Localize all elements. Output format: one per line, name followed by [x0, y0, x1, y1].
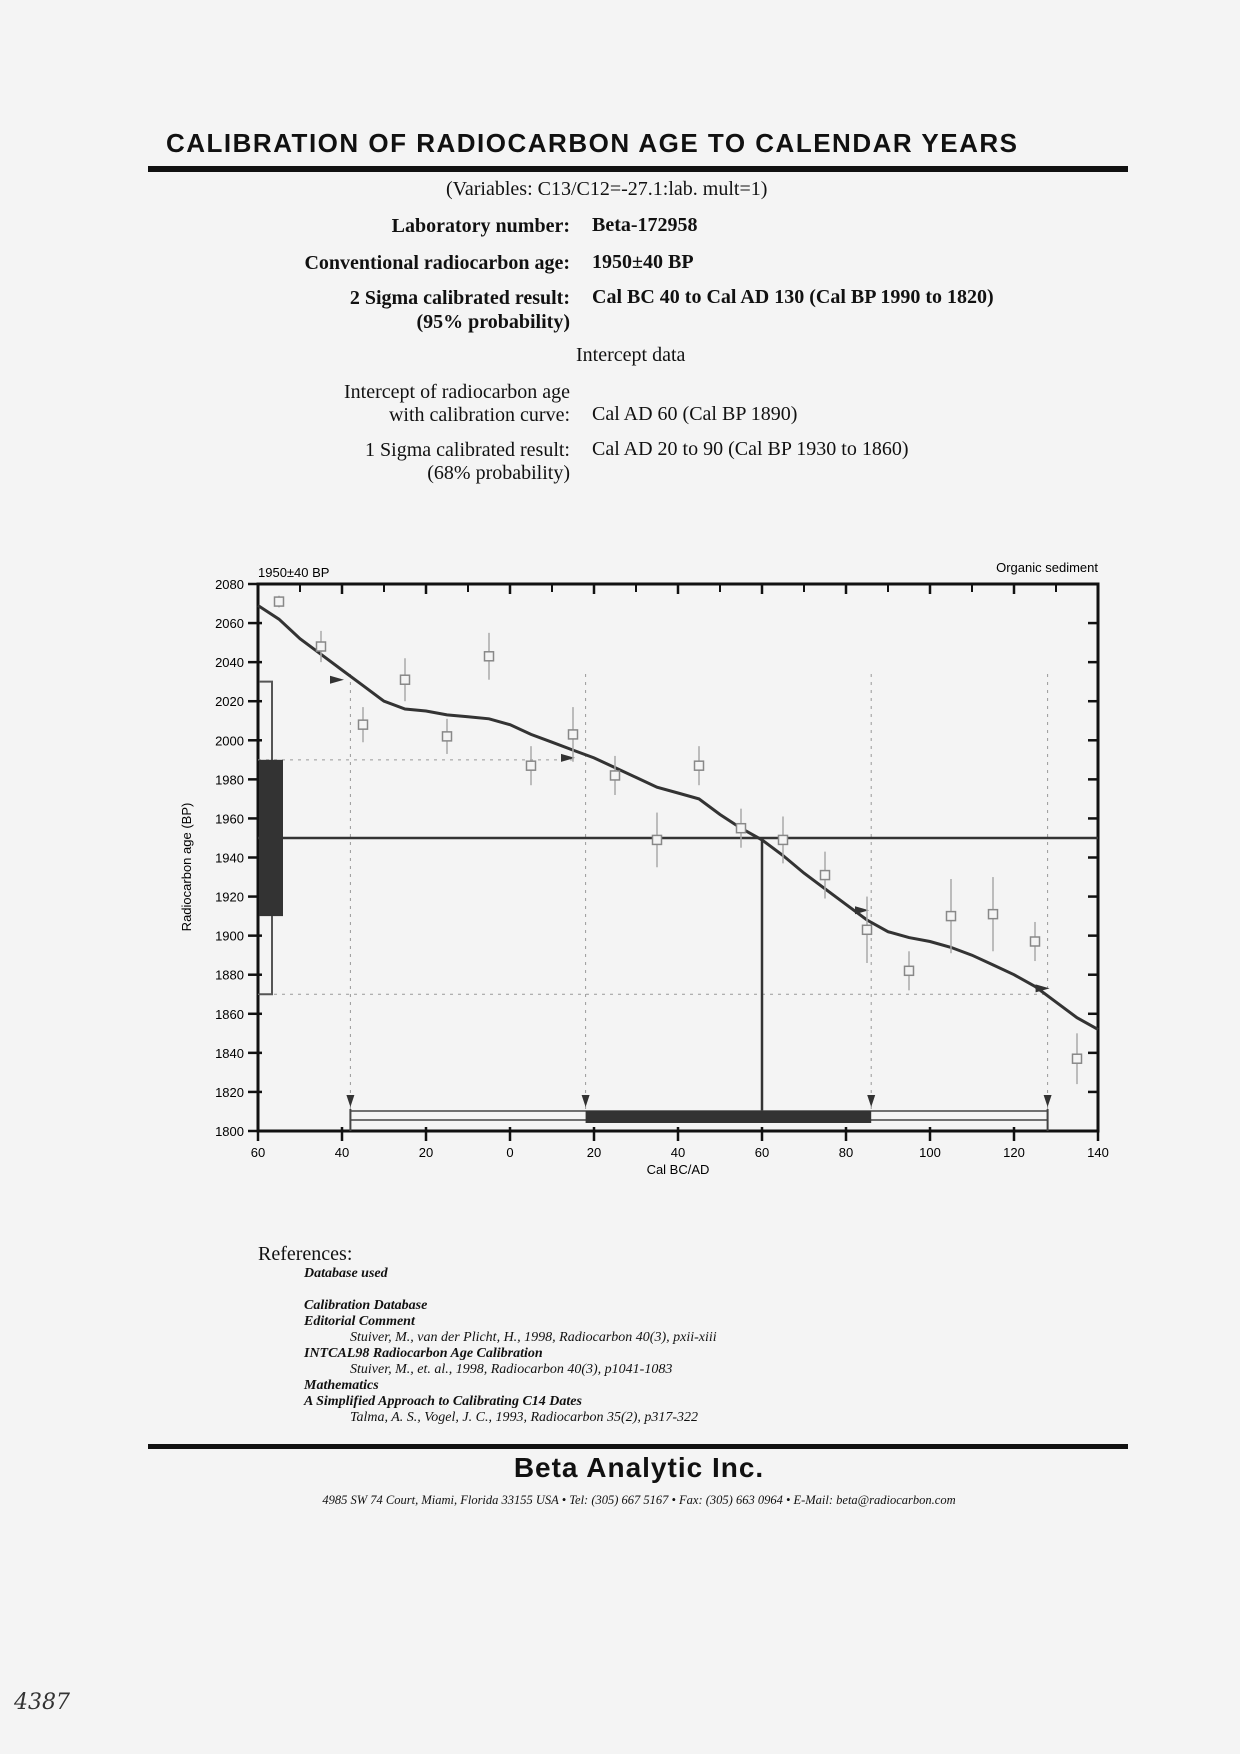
- data-point: [1073, 1054, 1082, 1063]
- data-point: [569, 730, 578, 739]
- one-sigma-cal-bar: [586, 1111, 872, 1123]
- data-point: [527, 761, 536, 770]
- ref-database-used: Database used: [304, 1266, 388, 1281]
- x-tick-label: 20: [418, 1145, 434, 1160]
- x-tick-label: 40: [670, 1145, 686, 1160]
- y-tick-label: 1940: [215, 850, 244, 866]
- chart-label-right: Organic sediment: [996, 560, 1098, 575]
- data-point: [653, 835, 662, 844]
- x-axis-label: Cal BC/AD: [646, 1162, 710, 1177]
- data-point: [317, 642, 326, 651]
- references-heading: References:: [258, 1243, 353, 1265]
- chart-label-left: 1950±40 BP: [258, 565, 330, 580]
- one-sigma-age-bar: [259, 760, 283, 916]
- curve-marker: [330, 676, 344, 684]
- data-point: [989, 910, 998, 919]
- y-tick-label: 1900: [215, 928, 244, 944]
- x-tick-label: 140: [1087, 1145, 1109, 1160]
- ref-intcal-citation: Stuiver, M., et. al., 1998, Radiocarbon 40(3), p1041-1083: [350, 1362, 673, 1377]
- data-point: [779, 835, 788, 844]
- ref-editorial-comment: Editorial Comment: [304, 1314, 415, 1329]
- conventional-age-label: Conventional radiocarbon age:: [304, 252, 570, 274]
- y-tick-label: 2040: [215, 655, 244, 671]
- ref-approach-citation: Talma, A. S., Vogel, J. C., 1993, Radiocarbon 35(2), p317-322: [350, 1410, 699, 1425]
- ref-calibration-database: Calibration Database: [304, 1298, 428, 1313]
- company-name: Beta Analytic Inc.: [513, 1452, 765, 1483]
- data-point: [401, 675, 410, 684]
- x-tick-label: 80: [838, 1145, 854, 1160]
- plot-frame: [258, 584, 1098, 1131]
- data-point: [947, 912, 956, 921]
- handwritten-note: 4387: [14, 1690, 70, 1715]
- page-title: CALIBRATION OF RADIOCARBON AGE TO CALENDAR YEARS: [166, 128, 1019, 158]
- range-marker: [582, 1095, 590, 1107]
- data-point: [905, 966, 914, 975]
- y-axis-label: Radiocarbon age (BP): [179, 802, 194, 932]
- y-tick-label: 1860: [215, 1006, 244, 1022]
- ref-approach: A Simplified Approach to Calibrating C14 Dates: [304, 1394, 582, 1409]
- x-tick-label: 100: [919, 1145, 941, 1160]
- y-tick-label: 1800: [215, 1124, 244, 1139]
- data-point: [863, 925, 872, 934]
- y-tick-label: 1820: [215, 1084, 244, 1100]
- intercept-label-1: Intercept of radiocarbon age: [344, 381, 570, 403]
- lab-number-label: Laboratory number:: [391, 215, 570, 237]
- conventional-age-value: 1950±40 BP: [592, 251, 694, 273]
- y-tick-label: 1980: [215, 772, 244, 788]
- calibration-curve: [258, 606, 1098, 1030]
- y-tick-label: 2080: [215, 577, 244, 592]
- references: [258, 1243, 717, 1426]
- x-tick-label: 60: [250, 1145, 266, 1160]
- two-sigma-label: 2 Sigma calibrated result:: [349, 287, 570, 309]
- data-point: [485, 652, 494, 661]
- y-tick-label: 2000: [215, 733, 244, 749]
- intercept-value: Cal AD 60 (Cal BP 1890): [592, 403, 798, 425]
- y-tick-label: 2060: [215, 616, 244, 632]
- intercept-label-2: with calibration curve:: [388, 404, 570, 426]
- data-point: [611, 771, 620, 780]
- lab-number-value: Beta-172958: [592, 214, 698, 236]
- data-point: [1031, 937, 1040, 946]
- y-tick-label: 2020: [215, 694, 244, 710]
- one-sigma-probability: (68% probability): [427, 462, 570, 484]
- y-tick-label: 1840: [215, 1045, 244, 1061]
- range-marker: [1044, 1095, 1052, 1107]
- data-point: [737, 824, 746, 833]
- one-sigma-label: 1 Sigma calibrated result:: [365, 439, 570, 461]
- x-tick-label: 0: [506, 1145, 514, 1160]
- data-point: [821, 871, 830, 880]
- y-tick-label: 1920: [215, 889, 244, 905]
- x-tick-label: 120: [1003, 1145, 1025, 1160]
- data-point: [695, 761, 704, 770]
- two-sigma-value: Cal BC 40 to Cal AD 130 (Cal BP 1990 to 1820): [592, 286, 994, 308]
- data-point: [443, 732, 452, 741]
- range-marker: [346, 1095, 354, 1107]
- one-sigma-value: Cal AD 20 to 90 (Cal BP 1930 to 1860): [592, 438, 909, 460]
- y-tick-label: 1880: [215, 967, 244, 983]
- ref-intcal: INTCAL98 Radiocarbon Age Calibration: [304, 1346, 543, 1361]
- ref-mathematics: Mathematics: [304, 1378, 379, 1393]
- x-tick-label: 40: [334, 1145, 350, 1160]
- range-marker: [867, 1095, 875, 1107]
- intercept-heading: Intercept data: [576, 344, 686, 366]
- ref-editorial-citation: Stuiver, M., van der Plicht, H., 1998, Radiocarbon 40(3), pxii-xiii: [350, 1330, 717, 1345]
- x-tick-label: 60: [754, 1145, 770, 1160]
- x-tick-label: 20: [586, 1145, 602, 1160]
- footer-rule: [148, 1444, 1128, 1449]
- company-address: 4985 SW 74 Court, Miami, Florida 33155 USA • Tel: (305) 667 5167 • Fax: (305) 663 0964 • E-Mail: beta@radiocarbon.com: [322, 1493, 956, 1507]
- variables-line: (Variables: C13/C12=-27.1:lab. mult=1): [446, 178, 768, 200]
- y-tick-label: 1960: [215, 811, 244, 827]
- data-point: [275, 597, 284, 606]
- data-point: [359, 720, 368, 729]
- two-sigma-probability: (95% probability): [416, 311, 570, 333]
